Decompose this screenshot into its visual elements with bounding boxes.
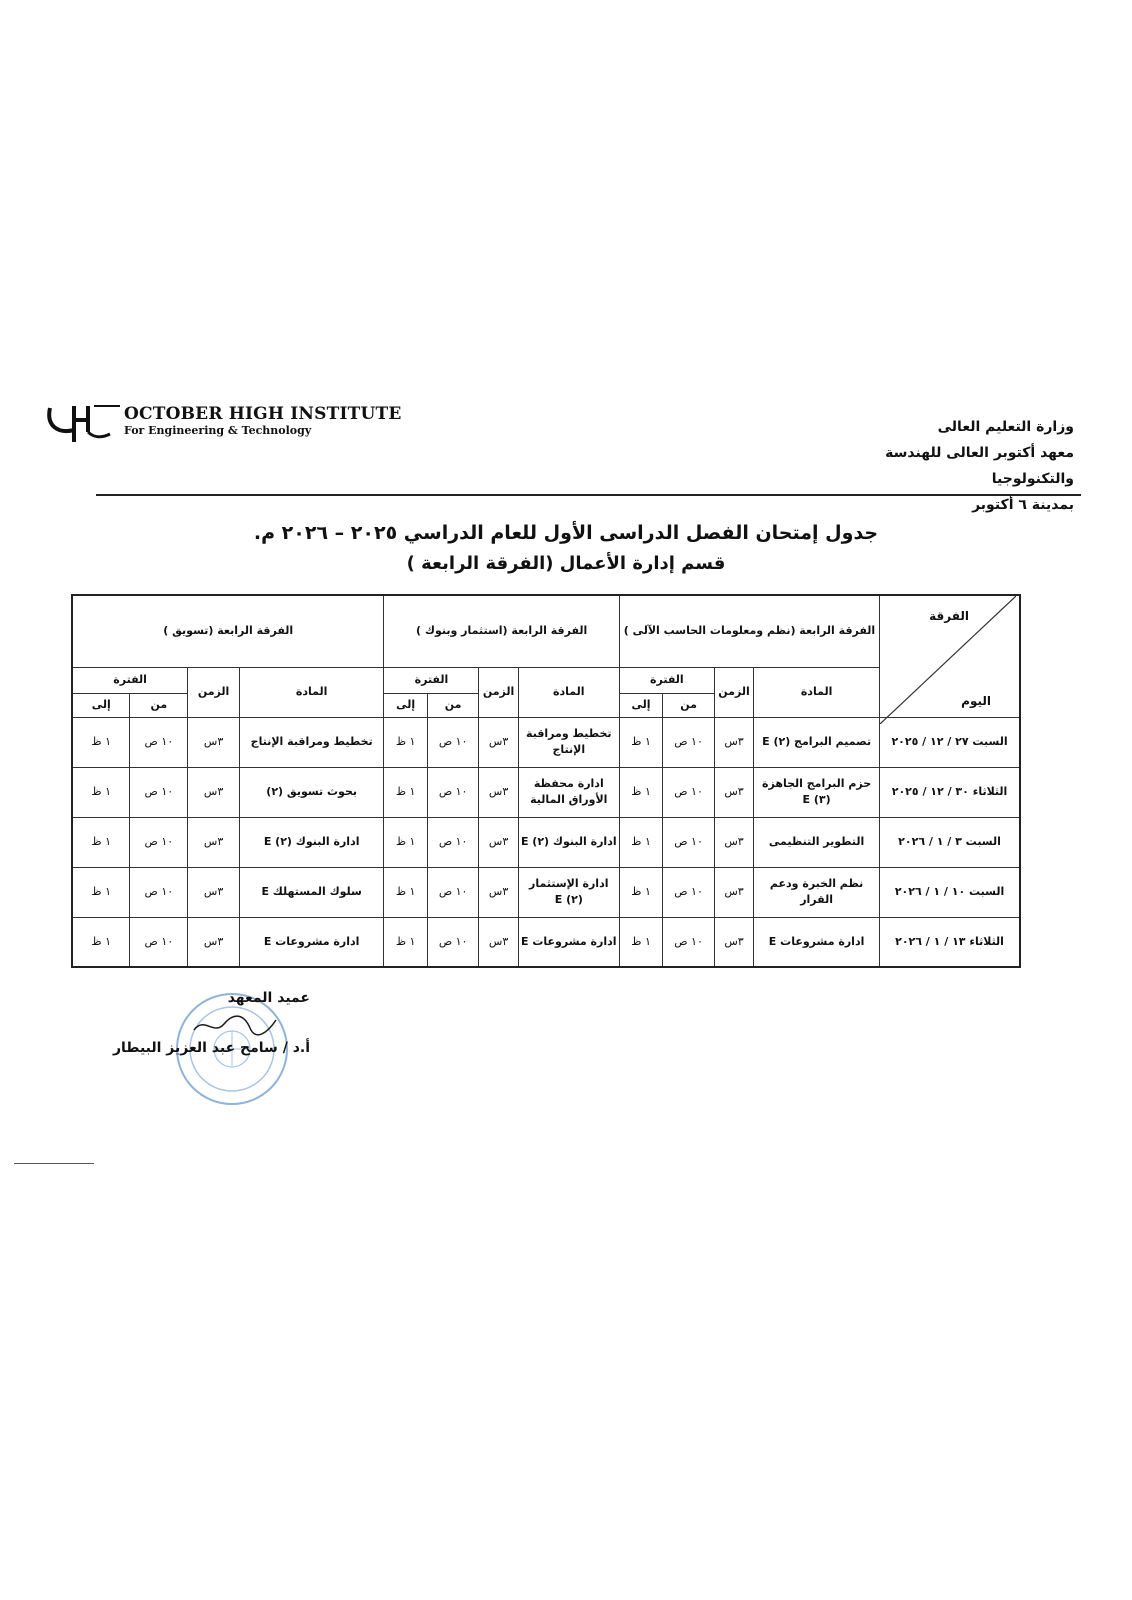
exam-to: ١ ظ <box>384 867 427 917</box>
col-time-header: الزمن <box>714 667 753 717</box>
col-from-header: من <box>663 693 715 717</box>
col-from-header: من <box>130 693 188 717</box>
col-to-header: إلى <box>384 693 427 717</box>
exam-to: ١ ظ <box>72 867 130 917</box>
dean-title: عميد المعهد <box>227 990 310 1006</box>
exam-duration: ٣س <box>479 917 518 967</box>
exam-to: ١ ظ <box>619 917 662 967</box>
col-time-header: الزمن <box>479 667 518 717</box>
exam-to: ١ ظ <box>619 767 662 817</box>
dean-name: أ.د / سامح عبد العزيز البيطار <box>112 1040 310 1056</box>
page-subtitle: قسم إدارة الأعمال (الفرقة الرابعة ) <box>406 553 726 574</box>
col-period-header: الفترة <box>619 667 714 693</box>
table-row <box>72 867 1020 917</box>
table-row <box>72 817 1020 867</box>
exam-from: ١٠ ص <box>663 717 715 767</box>
exam-duration: ٣س <box>714 717 753 767</box>
exam-duration: ٣س <box>188 717 240 767</box>
subject-marketing: بحوث تسويق (٢) <box>239 767 384 817</box>
exam-to: ١ ظ <box>72 717 130 767</box>
footer-mark <box>14 1163 94 1164</box>
exam-duration: ٣س <box>188 917 240 967</box>
subject-marketing: ادارة مشروعات E <box>239 917 384 967</box>
signature-icon <box>190 1010 280 1040</box>
exam-from: ١٠ ص <box>130 867 188 917</box>
exam-from: ١٠ ص <box>130 917 188 967</box>
exam-date: الثلاثاء ١٣ / ١ / ٢٠٢٦ <box>880 917 1020 967</box>
col-from-header: من <box>427 693 479 717</box>
logo-subtitle: For Engineering & Technology <box>124 424 312 437</box>
group-header-marketing: الفرقة الرابعة (تسويق ) <box>72 595 384 667</box>
exam-from: ١٠ ص <box>427 917 479 967</box>
corner-day-label: اليوم <box>961 693 991 708</box>
exam-duration: ٣س <box>714 817 753 867</box>
subject-investment: ادارة محفظة الأوراق المالية <box>518 767 619 817</box>
exam-duration: ٣س <box>714 767 753 817</box>
exam-from: ١٠ ص <box>427 767 479 817</box>
exam-from: ١٠ ص <box>130 717 188 767</box>
exam-duration: ٣س <box>479 767 518 817</box>
subject-investment: ادارة البنوك (٢) E <box>518 817 619 867</box>
institute-city: بمدينة ٦ أكتوبر <box>972 497 1074 513</box>
subject-it: ادارة مشروعات E <box>754 917 880 967</box>
table-row <box>72 767 1020 817</box>
exam-from: ١٠ ص <box>427 817 479 867</box>
dean-signature-block <box>112 990 310 1120</box>
exam-from: ١٠ ص <box>130 817 188 867</box>
table-row <box>72 917 1020 967</box>
exam-date: السبت ٣ / ١ / ٢٠٢٦ <box>880 817 1020 867</box>
ministry-name: وزارة التعليم العالى <box>937 419 1074 435</box>
subject-marketing: سلوك المستهلك E <box>239 867 384 917</box>
exam-duration: ٣س <box>479 817 518 867</box>
logo-mark-icon <box>44 404 122 444</box>
col-to-header: إلى <box>619 693 662 717</box>
subject-it: نظم الخبرة ودعم القرار <box>754 867 880 917</box>
table-row <box>72 717 1020 767</box>
exam-to: ١ ظ <box>72 767 130 817</box>
exam-duration: ٣س <box>479 867 518 917</box>
subject-it: تصميم البرامج (٢) E <box>754 717 880 767</box>
subject-marketing: تخطيط ومراقبة الإنتاج <box>239 717 384 767</box>
exam-from: ١٠ ص <box>427 717 479 767</box>
exam-to: ١ ظ <box>384 817 427 867</box>
exam-duration: ٣س <box>479 717 518 767</box>
exam-duration: ٣س <box>188 867 240 917</box>
page-title: جدول إمتحان الفصل الدراسى الأول للعام الدراسي ٢٠٢٥ – ٢٠٢٦ م. <box>253 522 879 544</box>
subject-investment: ادارة مشروعات E <box>518 917 619 967</box>
exam-date: الثلاثاء ٣٠ / ١٢ / ٢٠٢٥ <box>880 767 1020 817</box>
col-time-header: الزمن <box>188 667 240 717</box>
exam-from: ١٠ ص <box>663 767 715 817</box>
exam-to: ١ ظ <box>619 717 662 767</box>
subject-investment: ادارة الإستثمار (٢) E <box>518 867 619 917</box>
exam-to: ١ ظ <box>72 817 130 867</box>
exam-schedule-table <box>71 594 1021 968</box>
exam-to: ١ ظ <box>384 917 427 967</box>
exam-from: ١٠ ص <box>663 867 715 917</box>
subject-investment: تخطيط ومراقبة الإنتاج <box>518 717 619 767</box>
subject-marketing: ادارة البنوك (٢) E <box>239 817 384 867</box>
header-divider <box>96 494 1081 496</box>
col-period-header: الفترة <box>384 667 479 693</box>
subject-it: التطوير التنظيمى <box>754 817 880 867</box>
col-subject-header: المادة <box>518 667 619 717</box>
exam-to: ١ ظ <box>619 867 662 917</box>
institute-name: معهد أكتوبر العالى للهندسة والتكنولوجيا <box>885 445 1074 487</box>
exam-from: ١٠ ص <box>130 767 188 817</box>
logo-name: OCTOBER HIGH INSTITUTE <box>124 404 402 424</box>
group-header-investment: الفرقة الرابعة (استثمار وبنوك ) <box>384 595 619 667</box>
exam-from: ١٠ ص <box>427 867 479 917</box>
institute-logo <box>44 404 402 444</box>
exam-date: السبت ٢٧ / ١٢ / ٢٠٢٥ <box>880 717 1020 767</box>
exam-from: ١٠ ص <box>663 817 715 867</box>
exam-duration: ٣س <box>188 817 240 867</box>
col-subject-header: المادة <box>239 667 384 717</box>
col-subject-header: المادة <box>754 667 880 717</box>
exam-duration: ٣س <box>188 767 240 817</box>
exam-to: ١ ظ <box>384 717 427 767</box>
table-corner-cell <box>880 595 1020 717</box>
exam-from: ١٠ ص <box>663 917 715 967</box>
exam-to: ١ ظ <box>384 767 427 817</box>
col-to-header: إلى <box>72 693 130 717</box>
exam-to: ١ ظ <box>619 817 662 867</box>
corner-group-label: الفرقة <box>929 609 969 623</box>
group-header-it: الفرقة الرابعة (نظم ومعلومات الحاسب الآلى ) <box>619 595 879 667</box>
exam-date: السبت ١٠ / ١ / ٢٠٢٦ <box>880 867 1020 917</box>
col-period-header: الفترة <box>72 667 188 693</box>
subject-it: حزم البرامج الجاهزة (٣) E <box>754 767 880 817</box>
exam-duration: ٣س <box>714 867 753 917</box>
exam-to: ١ ظ <box>72 917 130 967</box>
exam-duration: ٣س <box>714 917 753 967</box>
ministry-header <box>814 414 1074 518</box>
